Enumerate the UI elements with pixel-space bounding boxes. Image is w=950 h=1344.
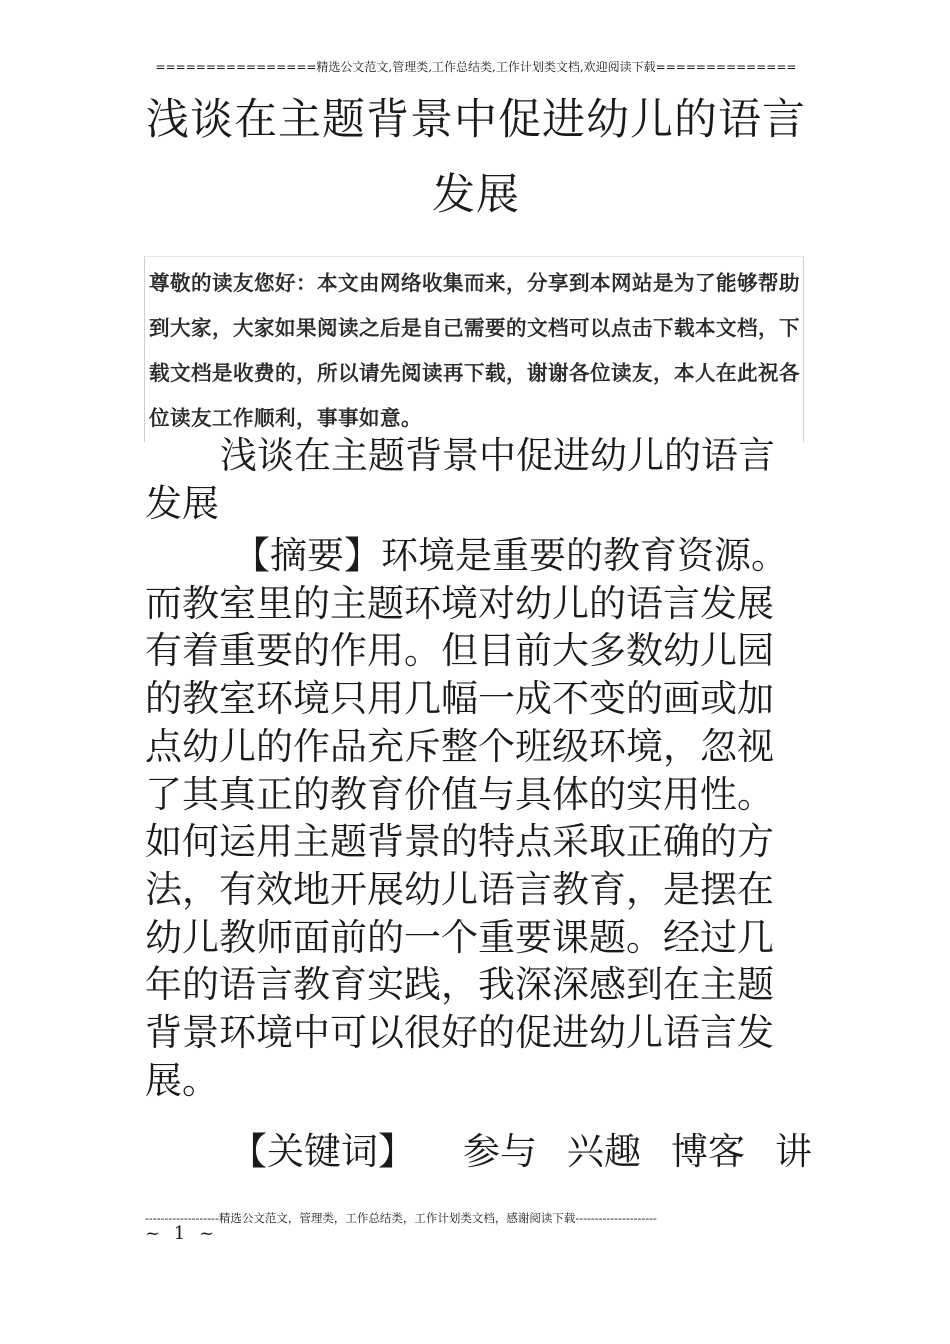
document-title-line2: 发展 (432, 170, 520, 220)
article-title-line1: 浅谈在主题背景中促进幼儿的语言 (220, 434, 775, 477)
footer-banner: -------------------精选公文范文，管理类，工作总结类，工作计划类文档，感谢阅读下载--------------------- (145, 1211, 657, 1225)
keyword-item: 讲 (775, 1130, 812, 1173)
page-number: ~ 1 ~ (145, 1223, 219, 1244)
reader-notice-box (144, 256, 804, 442)
keywords-line (230, 1128, 820, 1176)
header-banner: ================精选公文范文,管理类,工作总结类,工作计划类文档,欢迎阅读下载============== (155, 60, 797, 74)
abstract-text: 环境是重要的教育资源。而教室里的主题环境对幼儿的语言发展有着重要的作用。但目前大多数幼儿园的教室环境只用几幅一成不变的画或加点幼儿的作品充斥整个班级环境，忽视了其真正的教育价值与具体的实用性。如何运用主题背景的特点采取正确的方法，有效地开展幼儿语言教育，是摆在幼儿教师面前的一个重要课题。经过几年的语言教育实践，我深深感到在主题背景环境中可以很好的促进幼儿语言发展。 (145, 534, 788, 1102)
abstract-label: 【摘要】 (233, 534, 381, 577)
keyword-item: 博客 (671, 1130, 745, 1173)
article-title (145, 432, 807, 527)
keyword-item: 兴趣 (567, 1130, 641, 1173)
article-title-line2: 发展 (145, 481, 219, 525)
document-title-line1: 浅谈在主题背景中促进幼儿的语言 (146, 95, 806, 145)
reader-notice-text: 尊敬的读友您好：本文由网络收集而来，分享到本网站是为了能够帮助到大家，大家如果阅读之后是自己需要的文档可以点击下载本文档，下载文档是收费的，所以请先阅读再下载，谢谢各位读友，本人在此祝各位读友工作顺利，事事如意。 (149, 271, 800, 430)
abstract-paragraph (145, 532, 807, 1104)
keywords-label: 【关键词】 (230, 1130, 415, 1173)
keyword-item: 参与 (463, 1130, 537, 1173)
